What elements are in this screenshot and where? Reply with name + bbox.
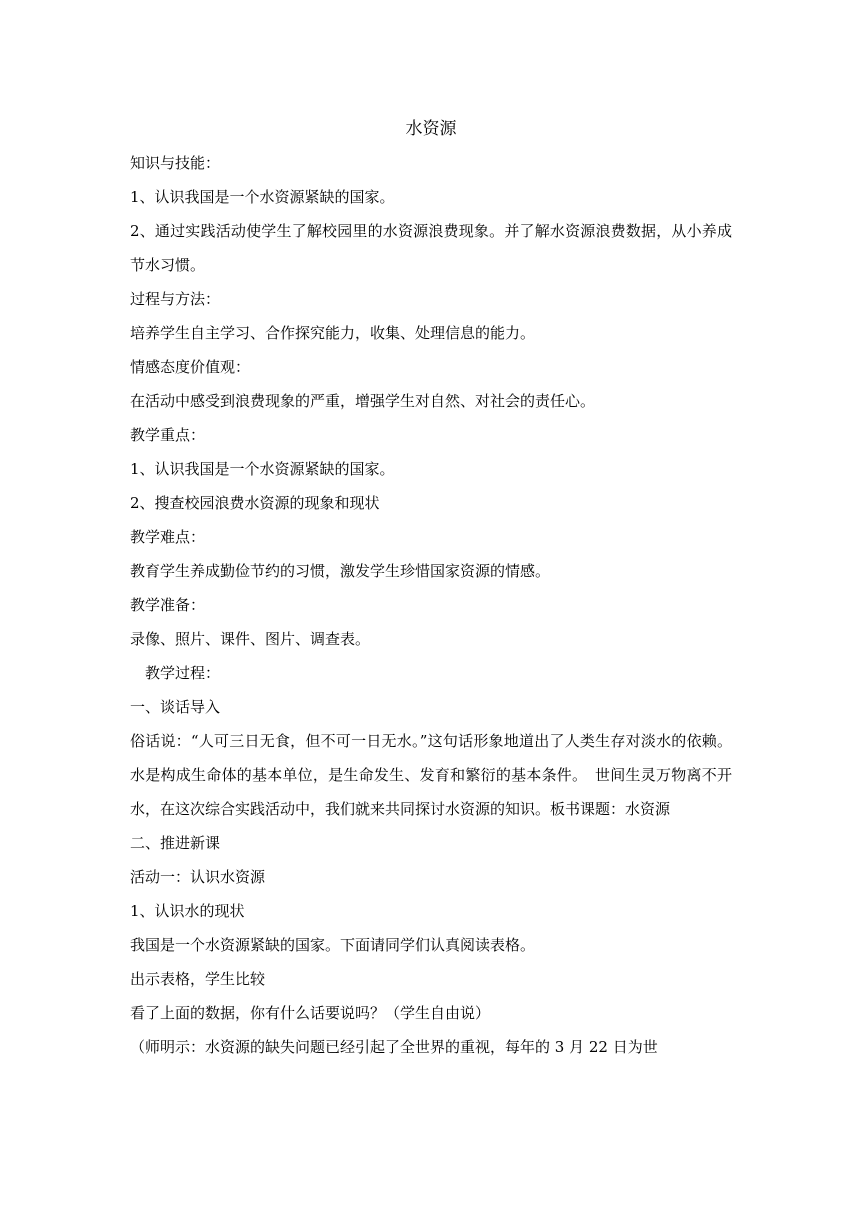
section-heading-teaching-process: 教学过程： [145,664,221,682]
knowledge-item-2: 2、通过实践活动使学生了解校园里的水资源浪费现象。并了解水资源浪费数据，从小养成节水习惯。 [130,222,732,274]
section-heading-knowledge: 知识与技能： [130,154,221,172]
teacher-note-text: （师明示：水资源的缺失问题已经引起了全世界的重视，每年的 3 月 22 日为世 [130,1038,658,1056]
document-title: 水资源 [405,119,457,139]
knowledge-item-1: 1、认识我国是一个水资源紧缺的国家。 [130,188,395,206]
section-heading-difficulty: 教学难点： [130,528,206,546]
part-2-heading: 二、推进新课 [130,834,221,852]
process-text: 培养学生自主学习、合作探究能力，收集、处理信息的能力。 [130,324,536,342]
show-table-text: 出示表格，学生比较 [130,970,266,988]
key-point-1: 1、认识我国是一个水资源紧缺的国家。 [130,460,395,478]
intro-paragraph: 俗话说：“人可三日无食，但不可一日无水。”这句话形象地道出了人类生存对淡水的依赖。水是构成生命体的基本单位，是生命发生、发育和繁衍的基本条件。 世间生灵万物离不开水，在这次综合实践活动中，我们就来共同探讨水资源的知识。板书课题：水资源 [130,732,732,818]
difficulty-text: 教育学生养成勤俭节约的习惯，激发学生珍惜国家资源的情感。 [130,562,551,580]
question-text: 看了上面的数据，你有什么话要说吗？（学生自由说） [130,1004,491,1022]
emotion-text: 在活动中感受到浪费现象的严重，增强学生对自然、对社会的责任心。 [130,392,596,410]
activity-1-heading: 活动一：认识水资源 [130,868,266,886]
section-heading-preparation: 教学准备： [130,596,206,614]
section-heading-key-points: 教学重点： [130,426,206,444]
part-1-heading: 一、谈话导入 [130,698,221,716]
activity-1-item-1: 1、认识水的现状 [130,902,245,920]
key-point-2: 2、搜查校园浪费水资源的现象和现状 [130,494,380,512]
document-body [130,112,732,1064]
section-heading-process: 过程与方法： [130,290,221,308]
activity-1-text: 我国是一个水资源紧缺的国家。下面请同学们认真阅读表格。 [130,936,536,954]
preparation-text: 录像、照片、课件、图片、调查表。 [130,630,371,648]
section-heading-emotion: 情感态度价值观： [130,358,251,376]
